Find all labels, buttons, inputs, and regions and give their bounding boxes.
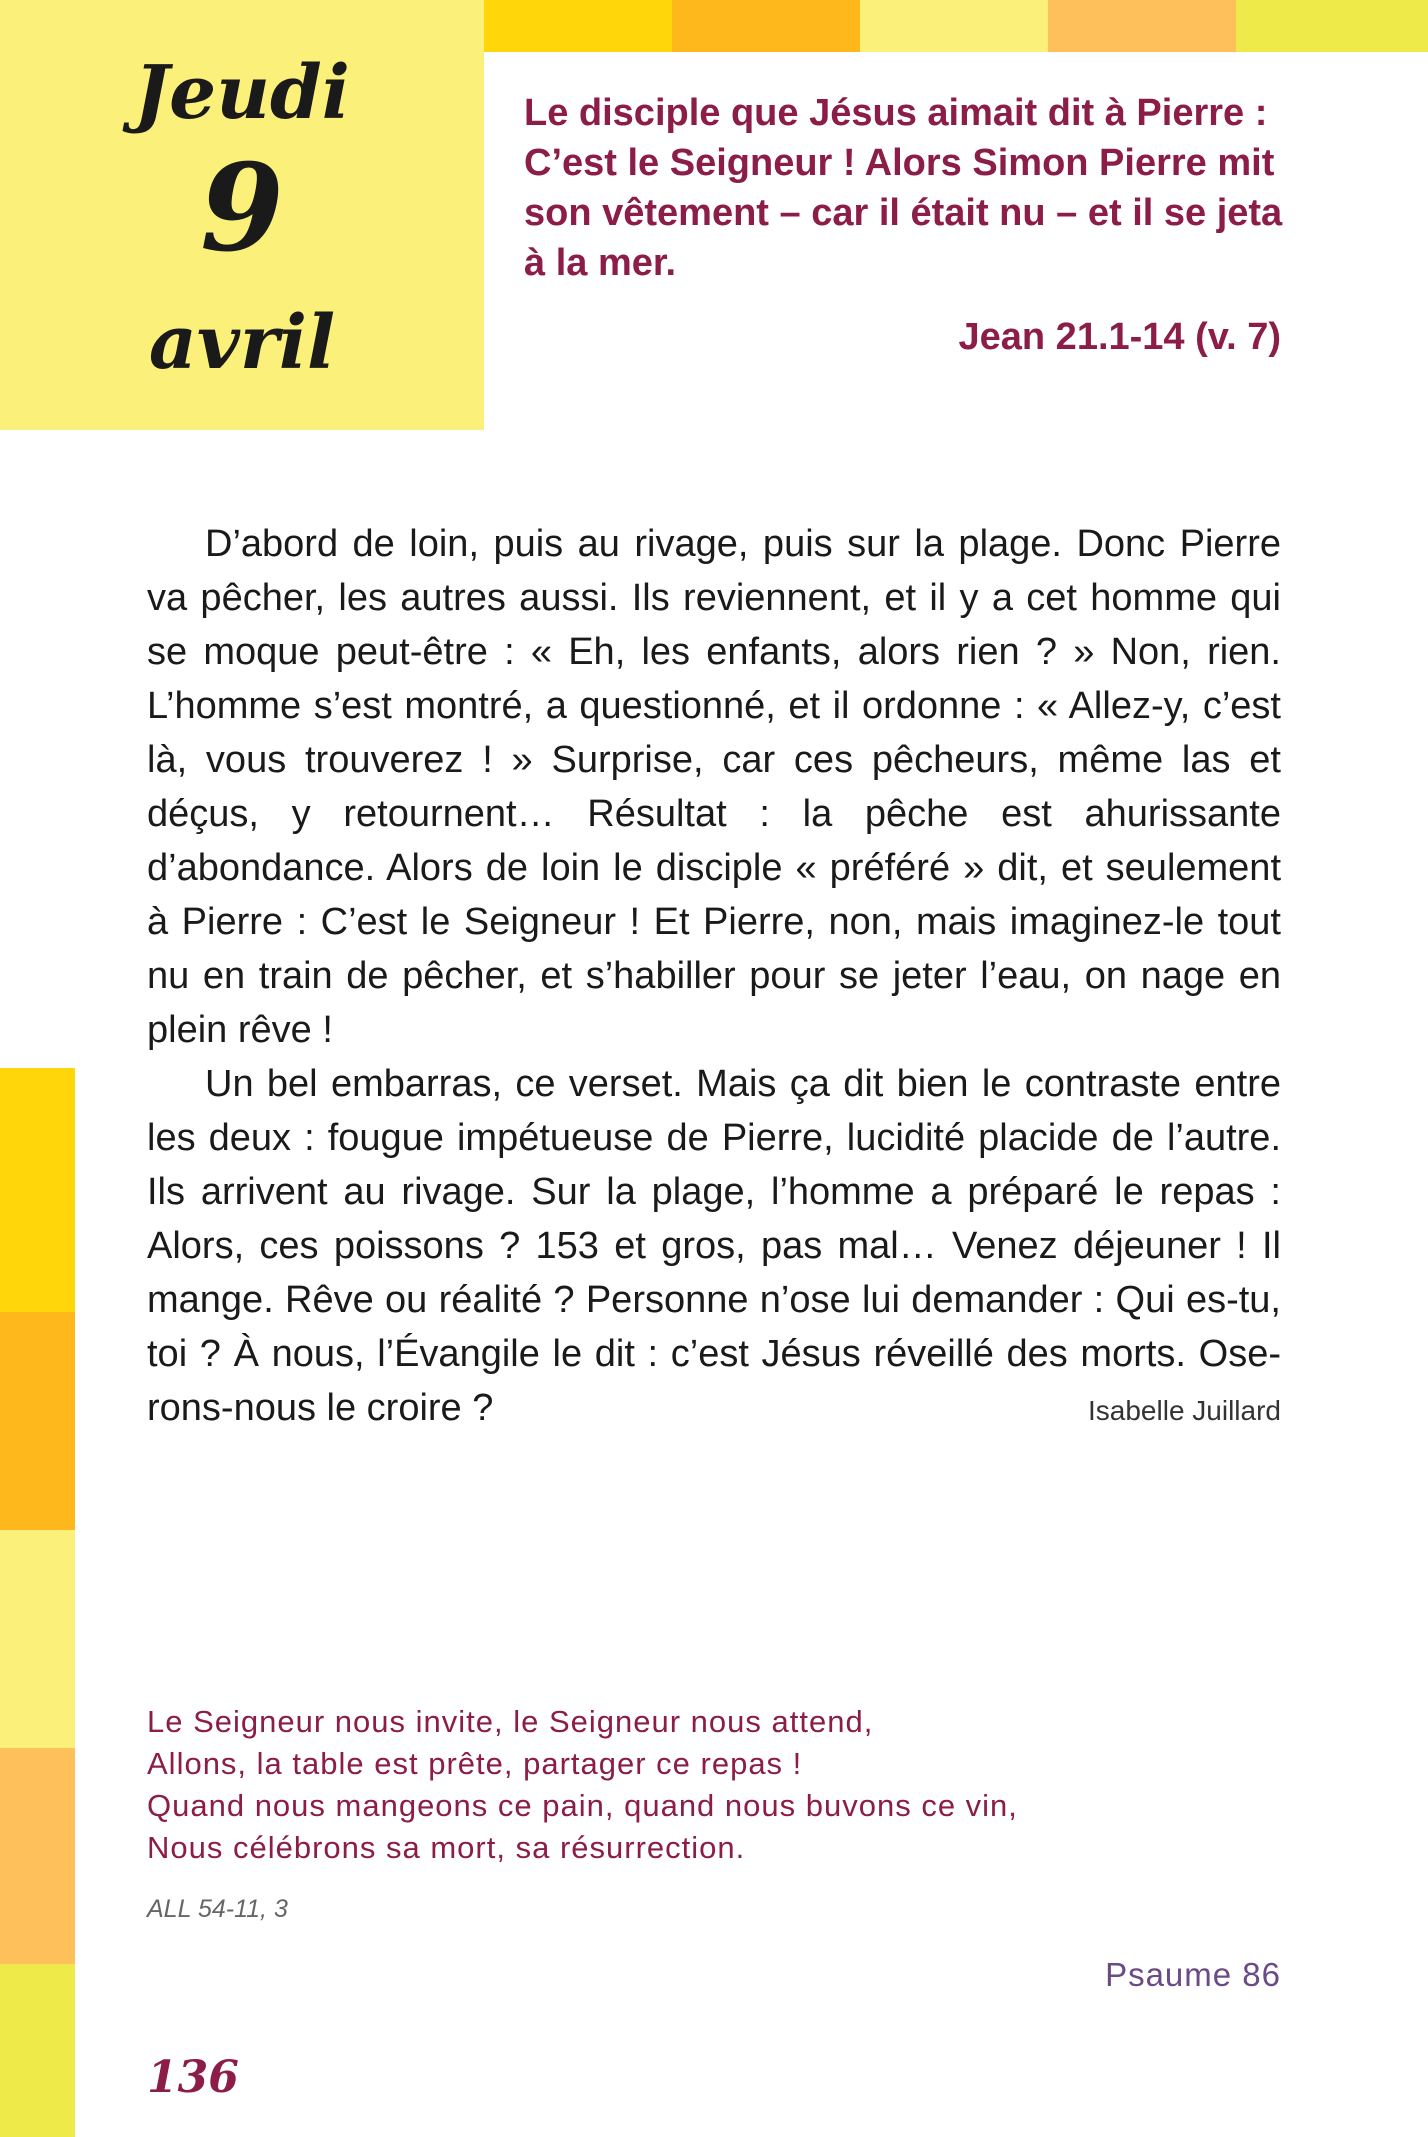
side-strip-3 — [0, 1530, 75, 1748]
side-strip-5 — [0, 1964, 75, 2137]
date-box — [0, 0, 484, 430]
hymn-line-3: Quand nous mangeons ce pain, quand nous buvons ce vin, — [147, 1788, 1018, 1823]
hymn-line-2: Allons, la table est prête, partager ce repas ! — [147, 1746, 803, 1781]
day-name: Jeudi — [134, 50, 350, 136]
top-strip-5 — [1236, 0, 1428, 52]
commentary — [147, 517, 1281, 1435]
hymn — [147, 1701, 1147, 1869]
side-strip-1 — [0, 1068, 75, 1312]
top-strip-3 — [860, 0, 1048, 52]
page-number: 136 — [147, 2052, 239, 2103]
hymn-line-4: Nous célébrons sa mort, sa résurrection. — [147, 1830, 746, 1865]
day-number: 9 — [200, 138, 284, 279]
side-strip-4 — [0, 1748, 75, 1964]
commentary-paragraph-2: Un bel embarras, ce verset. Mais ça dit bien le contraste entre les deux : fougue impétueuse de Pierre, lucidité placide de l’autre. Ils arrivent au rivage. Sur la plage, l’homme a préparé le repas : Alors, ces poissons ? 153 et gros, pas mal… Venez déjeuner ! Il mange. Rêve ou réalité ? Personne n’ose lui demander : Qui es-tu, toi ? À nous, l’Évangile le dit : c’est Jésus réveillé des morts. Ose-rons-nous le croire ? — [147, 1063, 1281, 1429]
top-strip-2 — [672, 0, 860, 52]
top-strip-4 — [1048, 0, 1236, 52]
top-strip-1 — [484, 0, 672, 52]
author: Isabelle Juillard — [1088, 1395, 1281, 1426]
month: avril — [148, 300, 336, 386]
verse-text: Le disciple que Jésus aimait dit à Pierre : C’est le Seigneur ! Alors Simon Pierre mit son vêtement – car il était nu – et il se jeta à la mer. — [524, 92, 1283, 284]
hymn-reference: ALL 54-11, 3 — [147, 1895, 288, 1923]
side-strip-2 — [0, 1312, 75, 1530]
verse-reference: Jean 21.1-14 (v. 7) — [958, 316, 1281, 358]
commentary-paragraph-1: D’abord de loin, puis au rivage, puis sur la plage. Donc Pierre va pêcher, les autres aussi. Ils reviennent, et il y a cet homme qui se moque peut-être : « Eh, les enfants, alors rien ? » Non, rien. L’homme s’est montré, a questionné, et il ordonne : « Allez-y, c’est là, vous trouverez ! » Surprise, car ces pêcheurs, même las et déçus, y retournent… Résultat : la pêche est ahurissante d’abondance. Alors de loin le disciple « préféré » dit, et seulement à Pierre : C’est le Seigneur ! Et Pierre, non, mais imaginez-le tout nu en train de pêcher, et s’habiller pour se jeter l’eau, on nage en plein rêve ! — [147, 523, 1281, 1051]
psalm-reference: Psaume 86 — [1105, 1956, 1281, 1993]
hymn-line-1: Le Seigneur nous invite, le Seigneur nous attend, — [147, 1704, 874, 1739]
